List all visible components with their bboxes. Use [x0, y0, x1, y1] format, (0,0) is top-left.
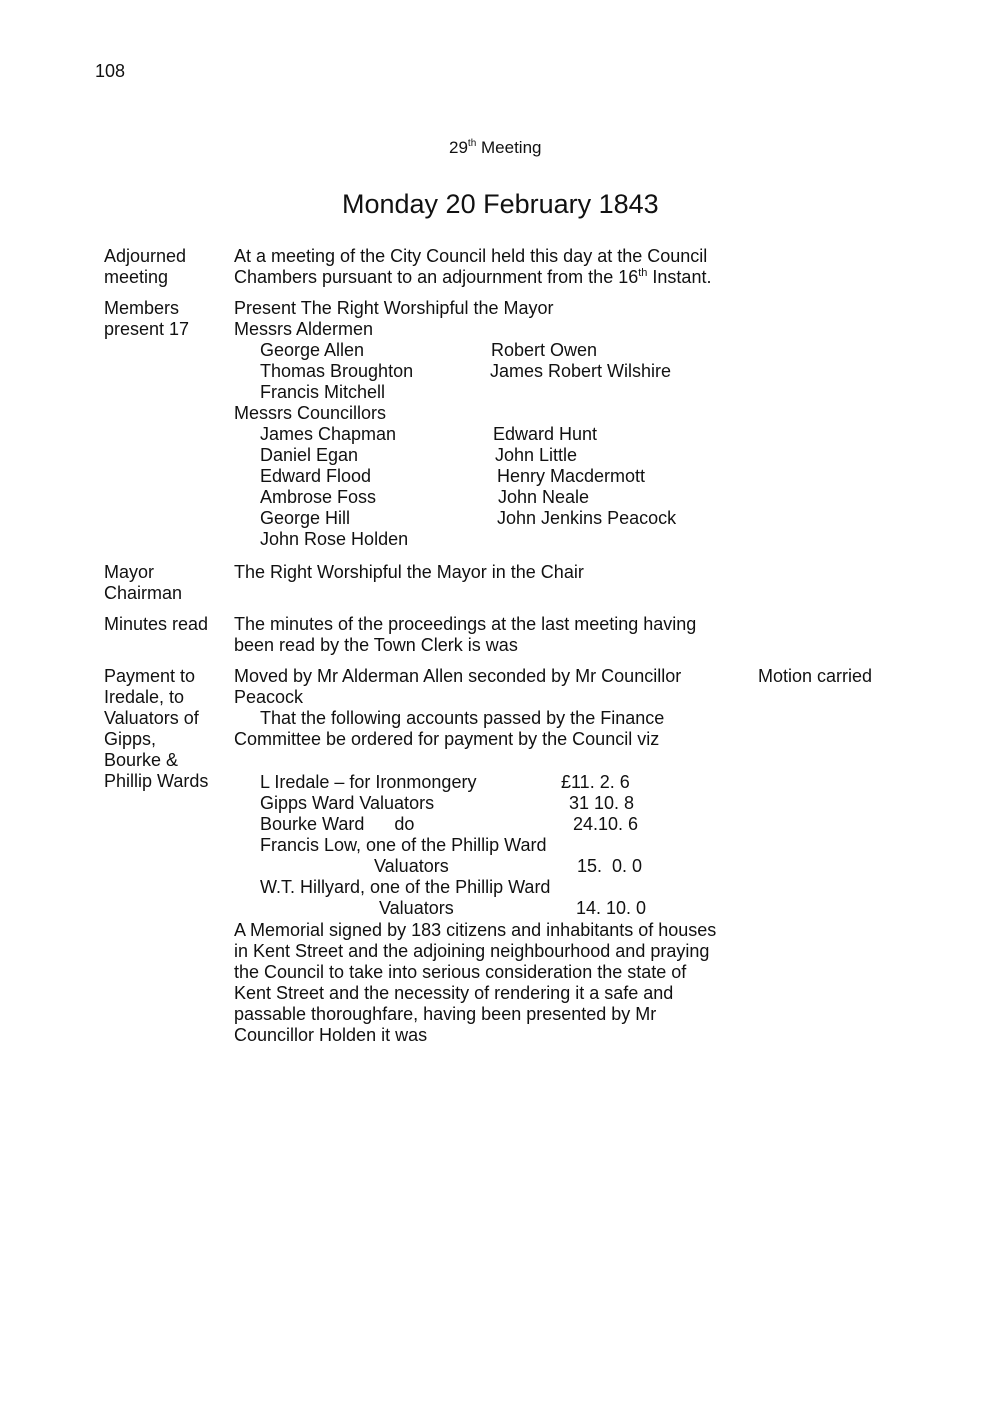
alderman-name: Francis Mitchell: [260, 382, 386, 402]
minutes-line: The minutes of the proceedings at the last meeting having: [234, 614, 697, 634]
memorial-line: passable thoroughfare, having been presented by Mr: [234, 1004, 657, 1024]
account-label: W.T. Hillyard, one of the Phillip Ward: [260, 877, 551, 897]
meeting-number: 29: [449, 138, 468, 157]
adjourned-line-2: [234, 267, 711, 288]
adjourned-line-2-pre: Chambers pursuant to an adjournment from the 16: [234, 267, 639, 287]
councillor-name: John Little: [495, 445, 578, 465]
adjourned-line-1: At a meeting of the City Council held this day at the Council: [234, 246, 708, 266]
councillor-name: Henry Macdermott: [497, 466, 646, 486]
margin-note-line: meeting: [104, 267, 169, 287]
alderman-name: George Allen: [260, 340, 365, 360]
councillor-name: John Rose Holden: [260, 529, 409, 549]
motion-line: Committee be ordered for payment by the Council viz: [234, 729, 660, 749]
councillor-name: John Jenkins Peacock: [497, 508, 677, 528]
margin-note-minutes: [104, 614, 229, 635]
councillor-name: Edward Flood: [260, 466, 372, 486]
margin-note-line: Bourke &: [104, 750, 179, 770]
account-amount: 14. 10. 0: [576, 898, 647, 918]
margin-note-line: Members: [104, 298, 180, 318]
account-label: Bourke Ward do: [260, 814, 415, 834]
councillors-heading: Messrs Councillors: [234, 403, 387, 423]
councillor-name: John Neale: [498, 487, 590, 507]
margin-note-members: [104, 298, 229, 340]
meeting-date-title: Monday 20 February 1843: [342, 189, 659, 219]
margin-note-line: Adjourned: [104, 246, 187, 266]
memorial-line: the Council to take into serious consideration the state of: [234, 962, 687, 982]
chair-text: The Right Worshipful the Mayor in the Chair: [234, 562, 584, 582]
motion-result: Motion carried: [758, 666, 873, 686]
margin-note-line: Phillip Wards: [104, 771, 209, 791]
margin-note-line: Mayor: [104, 562, 155, 582]
councillor-name: Daniel Egan: [260, 445, 359, 465]
councillor-name: James Chapman: [260, 424, 397, 444]
motion-line: That the following accounts passed by the Finance: [260, 708, 665, 728]
present-heading: Present The Right Worshipful the Mayor: [234, 298, 554, 318]
alderman-name: Thomas Broughton: [260, 361, 414, 381]
councillor-name: George Hill: [260, 508, 351, 528]
meeting-heading: [449, 137, 541, 158]
margin-note-mayor: [104, 562, 229, 604]
memorial-line: Kent Street and the necessity of rendering it a safe and: [234, 983, 674, 1003]
motion-line: Moved by Mr Alderman Allen seconded by Mr Councillor: [234, 666, 682, 686]
alderman-name: Robert Owen: [491, 340, 598, 360]
account-label: Gipps Ward Valuators: [260, 793, 435, 813]
meeting-number-suffix: th: [467, 138, 477, 149]
account-amount: 31 10. 8: [569, 793, 635, 813]
account-label: Francis Low, one of the Phillip Ward: [260, 835, 547, 855]
account-amount: £11. 2. 6: [561, 772, 630, 792]
alderman-name: James Robert Wilshire: [490, 361, 672, 381]
margin-note-line: Minutes read: [104, 614, 209, 634]
margin-note-line: Payment to: [104, 666, 196, 686]
account-amount: 24.10. 6: [573, 814, 639, 834]
councillor-name: Ambrose Foss: [260, 487, 377, 507]
aldermen-heading: Messrs Aldermen: [234, 319, 374, 339]
margin-note-payment: [104, 666, 229, 792]
margin-note-line: Gipps,: [104, 729, 157, 749]
meeting-label: Meeting: [481, 138, 542, 157]
margin-note-line: Iredale, to: [104, 687, 185, 707]
margin-note-line: Valuators of: [104, 708, 199, 728]
account-label: L Iredale – for Ironmongery: [260, 772, 477, 792]
account-label: Valuators: [379, 898, 454, 918]
adjourned-line-2-post: Instant.: [647, 267, 712, 287]
memorial-line: A Memorial signed by 183 citizens and inhabitants of houses: [234, 920, 717, 940]
councillor-name: Edward Hunt: [493, 424, 598, 444]
margin-note-adjourned: [104, 246, 229, 288]
margin-note-line: present 17: [104, 319, 190, 339]
account-amount: 15. 0. 0: [577, 856, 643, 876]
motion-line: Peacock: [234, 687, 304, 707]
account-label: Valuators: [374, 856, 449, 876]
memorial-line: in Kent Street and the adjoining neighbourhood and praying: [234, 941, 710, 961]
page-number: 108: [95, 61, 126, 81]
adjourned-ordinal-suffix: th: [638, 267, 648, 279]
memorial-line: Councillor Holden it was: [234, 1025, 428, 1045]
minutes-line: been read by the Town Clerk is was: [234, 635, 518, 655]
margin-note-line: Chairman: [104, 583, 183, 603]
